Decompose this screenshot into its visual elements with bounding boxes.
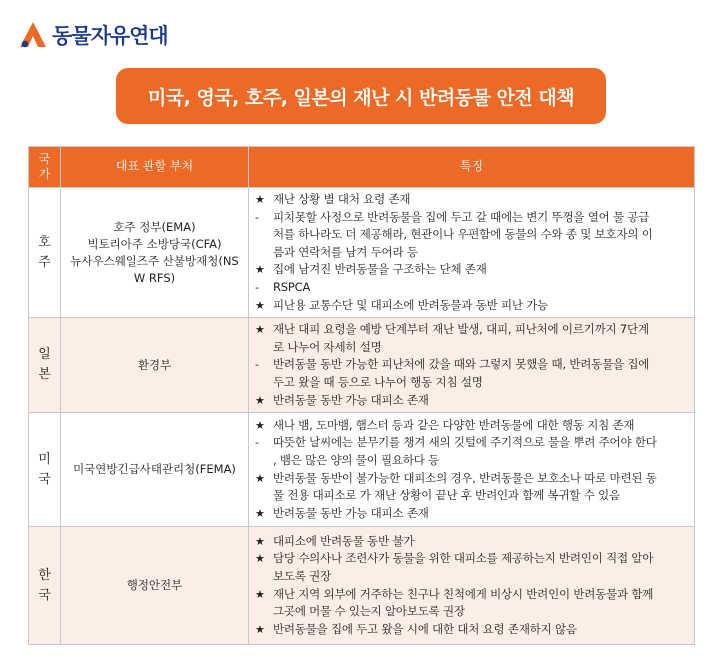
feature-text-line: 새나 뱀, 도마뱀, 햄스터 등과 같은 다양한 반려동물에 대한 행동 지침 존재 [273,417,635,432]
feature-text [273,417,688,435]
feature-item [255,586,688,621]
feature-text-line: 재난 대피 요령을 예방 단계부터 재난 발생, 대피, 피난처에 이르기까지 7단계 [273,322,649,337]
star-bullet-icon: ★ [255,323,265,337]
features-cell [249,318,695,413]
feature-item [255,470,688,505]
feature-text-line: 반려동물을 집에 두고 왔을 시에 대한 대처 요령 존재하지 않음 [273,621,577,636]
feature-item [255,209,688,262]
star-bullet-icon: ★ [255,418,265,432]
table-header-row [29,147,695,188]
feature-item [255,279,688,297]
feature-item [255,533,688,551]
feature-text-line: 따뜻한 날씨에는 분무기를 챙겨 새의 깃털에 주기적으로 물을 뿌려 주어야 한다 [273,435,657,450]
star-bullet-icon: ★ [255,263,265,277]
header-features: 특징 [249,147,695,188]
dash-bullet: - [255,436,259,450]
feature-text-line: 재난 상황 별 대처 요령 존재 [273,192,411,206]
country-cell: 한 국 [29,527,61,645]
star-bullet-icon: ★ [255,506,265,520]
star-bullet-icon: ★ [255,587,265,601]
brand-logo [18,18,168,52]
feature-text-line: 름과 연락처를 남겨 두어라 등 [273,244,418,259]
header-country: 국 가 [29,147,61,188]
star-bullet-icon: ★ [255,193,265,206]
feature-text-line: 로 나누어 자세히 설명 [273,339,382,354]
feature-text-line: 집에 남겨진 반려동물을 구조하는 단체 존재 [273,262,487,277]
feature-text-line: 반려동물 동반 가능한 피난처에 갔을 때와 그렇지 못했을 때, 반려동물을 집에 [273,357,650,372]
feature-item [255,621,688,639]
feature-item [255,321,688,356]
star-bullet-icon: ★ [255,534,265,548]
feature-text-line: RSPCA [273,279,311,294]
star-bullet-icon: ★ [255,393,265,407]
feature-text [273,505,688,523]
agency-cell [61,413,249,527]
feature-text [273,621,688,639]
feature-text-line: 대피소에 반려동물 동반 불가 [273,533,415,548]
feature-text-line: , 뱀은 많은 양의 물이 필요하다 등 [273,453,440,468]
star-bullet-icon: ★ [255,298,265,312]
feature-text [273,586,688,621]
feature-text-line: 피치못할 사정으로 반려동물을 집에 두고 갈 때에는 변기 뚜껑을 열어 물 공급 [273,209,650,224]
agency-cell [61,527,249,645]
country-cell: 미 국 [29,413,61,527]
agency-cell [61,318,249,413]
feature-text-line: 재난 지역 외부에 거주하는 친구나 친척에게 비상시 반려인이 반려동물과 함께 [273,586,654,601]
feature-text-line: 처를 하나라도 더 제공해라, 현관이나 우편함에 동물의 수와 종 및 보호자의 이 [273,227,653,242]
agency-line: W RFS) [133,270,176,285]
feature-text-line: 두고 왔을 때 등으로 나누어 행동 지침 설명 [273,374,483,389]
feature-text-line: 담당 수의사나 조련사가 동물을 위한 대피소를 제공하는지 반려인이 직접 알아 [273,551,654,566]
feature-item [255,505,688,523]
disaster-pet-safety-table [28,146,695,645]
page-title: 미국, 영국, 호주, 일본의 재난 시 반려동물 안전 대책 [116,68,606,124]
feature-text-line: 반려동물 동반 가능 대피소 존재 [273,392,429,407]
table-row [29,527,695,645]
star-bullet-icon: ★ [255,622,265,636]
feature-text [273,209,688,262]
feature-text [273,470,688,505]
brand-name: 동물자유연대 [52,24,168,48]
feature-item [255,297,688,315]
feature-text [273,261,688,279]
feature-item [255,434,688,469]
dash-bullet: - [255,210,259,224]
feature-text [273,533,688,551]
table-row [29,188,695,318]
country-cell: 일 본 [29,318,61,413]
feature-text [273,191,688,209]
feature-item [255,191,688,209]
agency-line: 미국연방긴급사태관리청(FEMA) [73,462,236,477]
agency-line: 빅토리아주 소방당국(CFA) [87,236,222,251]
feature-text [273,550,688,585]
feature-text-line: 반려동물 동반 가능 대피소 존재 [273,505,429,520]
star-bullet-icon: ★ [255,471,265,485]
feature-item [255,392,688,410]
feature-text-line: 그곳에 머물 수 있는지 알아보도록 권장 [273,604,465,619]
dash-bullet: - [255,358,259,372]
feature-text [273,297,688,315]
feature-item [255,356,688,391]
feature-text [273,321,688,356]
feature-text [273,356,688,391]
agency-line: 환경부 [137,357,172,372]
feature-item [255,261,688,279]
feature-text [273,279,688,297]
table-row [29,413,695,527]
feature-text-line: 물 전용 대피소로 가 재난 상황이 끝난 후 반려인과 함께 복귀할 수 있음 [273,488,620,503]
agency-line: 행정안전부 [126,578,183,593]
table-row [29,318,695,413]
star-bullet-icon: ★ [255,552,265,566]
features-cell [249,188,695,318]
feature-text-line: 피난용 교통수단 및 대피소에 반려동물과 동반 피난 가능 [273,297,549,312]
agency-line: 호주 정부(EMA) [113,219,196,234]
feature-text [273,434,688,469]
feature-text-line: 반려동물 동반이 불가능한 대피소의 경우, 반려동물은 보호소나 따로 마련된 동 [273,470,657,485]
feature-text-line: 보도록 권장 [273,569,331,584]
feature-item [255,417,688,435]
animal-freedom-logo-icon [18,20,48,50]
agency-line: 뉴사우스웨일즈주 산불방재청(NS [70,253,239,268]
country-cell: 호 주 [29,188,61,318]
feature-item [255,550,688,585]
header-agency: 대표 관할 부처 [61,147,249,188]
agency-cell [61,188,249,318]
feature-text [273,392,688,410]
features-cell [249,413,695,527]
features-cell [249,527,695,645]
dash-bullet: - [255,280,259,294]
